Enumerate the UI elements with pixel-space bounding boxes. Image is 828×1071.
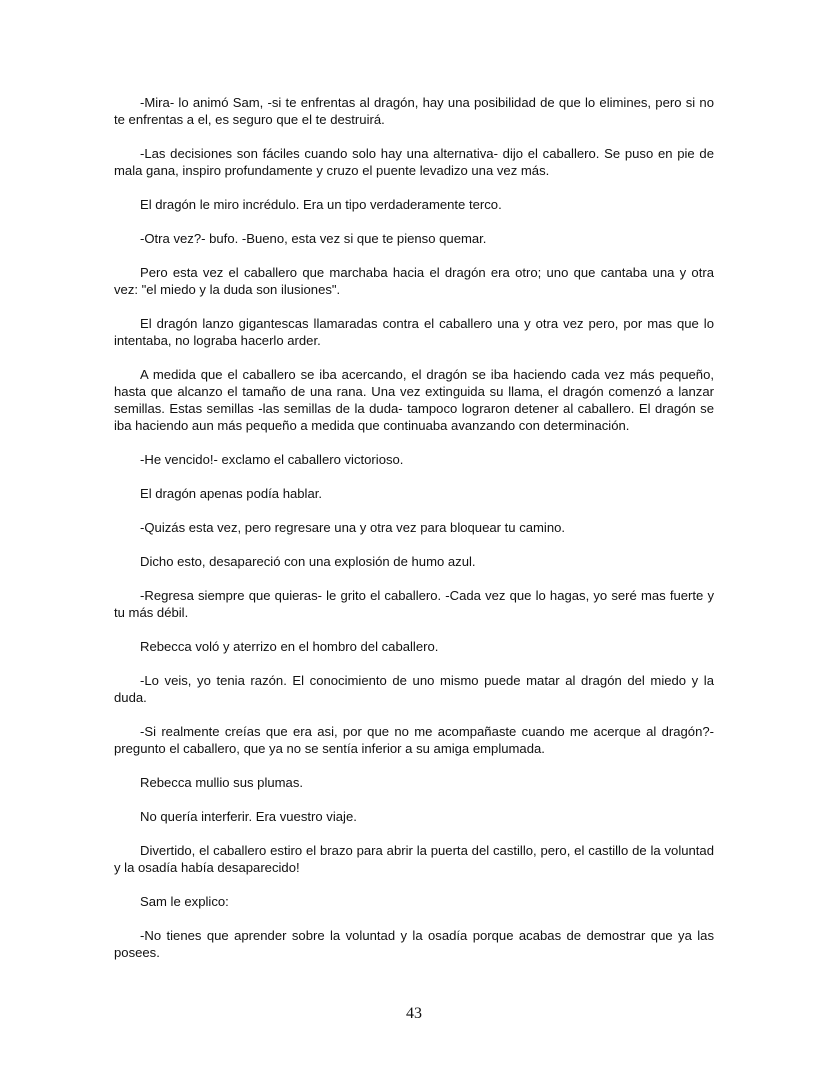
paragraph: -Regresa siempre que quieras- le grito el caballero. -Cada vez que lo hagas, yo seré mas fuerte y tu más débil. xyxy=(114,588,714,620)
paragraph: No quería interferir. Era vuestro viaje. xyxy=(140,809,357,824)
paragraph: Dicho esto, desapareció con una explosión de humo azul. xyxy=(140,554,476,569)
paragraph: El dragón apenas podía hablar. xyxy=(140,486,323,501)
page-number: 43 xyxy=(406,1005,422,1022)
paragraph: -No tienes que aprender sobre la voluntad y la osadía porque acabas de demostrar que ya las posees. xyxy=(114,928,714,960)
paragraph: -Lo veis, yo tenia razón. El conocimiento de uno mismo puede matar al dragón del miedo y la duda. xyxy=(114,673,714,705)
paragraph: Rebecca voló y aterrizo en el hombro del caballero. xyxy=(140,639,439,654)
paragraph: El dragón le miro incrédulo. Era un tipo verdaderamente terco. xyxy=(140,197,502,212)
paragraph: -Otra vez?- bufo. -Bueno, esta vez si que te pienso quemar. xyxy=(140,231,487,246)
paragraph: Divertido, el caballero estiro el brazo para abrir la puerta del castillo, pero, el castillo de la voluntad y la osadía había desaparecido! xyxy=(114,843,714,875)
paragraph: -Las decisiones son fáciles cuando solo hay una alternativa- dijo el caballero. Se puso en pie de mala gana, inspiro profundamente y cruzo el puente levadizo una vez más. xyxy=(114,146,714,178)
paragraph: -Mira- lo animó Sam, -si te enfrentas al dragón, hay una posibilidad de que lo elimines, pero si no te enfrentas a el, es seguro que el te destruirá. xyxy=(114,95,714,127)
paragraph: Pero esta vez el caballero que marchaba hacia el dragón era otro; uno que cantaba una y otra vez: "el miedo y la duda son ilusiones". xyxy=(114,265,714,297)
paragraph: -Si realmente creías que era asi, por que no me acompañaste cuando me acerque al dragón?- pregunto el caballero, que ya no se sentía inferior a su amiga emplumada. xyxy=(114,724,714,756)
page-body xyxy=(114,94,714,978)
paragraph: A medida que el caballero se iba acercando, el dragón se iba haciendo cada vez más pequeño, hasta que alcanzo el tamaño de una rana. Una vez extinguida su llama, el dragón comenzó a lanzar semillas. Estas semillas -las semillas de la duda- tampoco lograron detener al caballero. El dragón se iba haciendo aun más pequeño a medida que continuaba avanzando con determinación. xyxy=(114,367,714,433)
paragraph: -Quizás esta vez, pero regresare una y otra vez para bloquear tu camino. xyxy=(140,520,566,535)
paragraph: Sam le explico: xyxy=(140,894,229,909)
paragraph: -He vencido!- exclamo el caballero victorioso. xyxy=(140,452,404,467)
paragraph: Rebecca mullio sus plumas. xyxy=(140,775,304,790)
paragraph: El dragón lanzo gigantescas llamaradas contra el caballero una y otra vez pero, por mas que lo intentaba, no lograba hacerlo arder. xyxy=(114,316,714,348)
